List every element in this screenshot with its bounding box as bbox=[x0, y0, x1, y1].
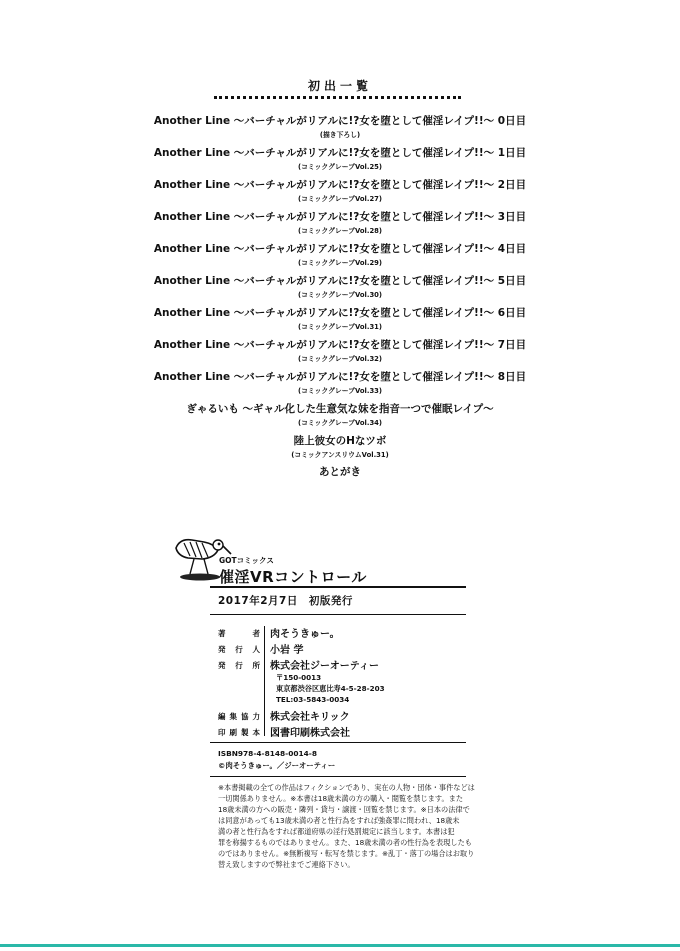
entry-title: Another Line 〜バーチャルがリアルに!?女を堕として催淫レイプ!!〜 4日目 bbox=[153, 243, 527, 255]
label-char: 印 bbox=[218, 728, 226, 737]
divider bbox=[210, 614, 466, 615]
isbn: ISBN978-4-8148-0014-8 bbox=[218, 749, 318, 758]
postal-code: 〒150-0013 bbox=[276, 673, 322, 682]
label-char: 者 bbox=[252, 629, 260, 638]
entry-title: Another Line 〜バーチャルがリアルに!?女を堕として催淫レイプ!!〜 8日目 bbox=[153, 371, 527, 383]
notice-line: ※本書掲載の全ての作品はフィクションであり、実在の人物・団体・事件などは bbox=[218, 783, 475, 792]
entry-source: (コミックグレープVol.31) bbox=[297, 323, 383, 331]
label-char: 集 bbox=[229, 712, 237, 721]
dotted-divider bbox=[214, 96, 461, 99]
label-char: 力 bbox=[252, 712, 260, 721]
label-char: 行 bbox=[235, 645, 243, 654]
label-char: 協 bbox=[241, 712, 249, 721]
notice-line: は同意があっても13歳未満の者と性行為をすれば強姦罪に問われ、18歳未 bbox=[218, 816, 460, 825]
notice-line: 一切関係ありません。※本書は18歳未満の方の購入・閲覧を禁じます。また bbox=[218, 794, 464, 803]
label-char: 著 bbox=[218, 629, 226, 638]
bottom-accent-line bbox=[0, 944, 680, 947]
entry-source: (コミックグレープVol.25) bbox=[297, 163, 383, 171]
entry-title: Another Line 〜バーチャルがリアルに!?女を堕として催淫レイプ!!〜 6日目 bbox=[153, 307, 527, 319]
publication-date: 2017年2月7日 初版発行 bbox=[218, 595, 353, 607]
entry-title: Another Line 〜バーチャルがリアルに!?女を堕として催淫レイプ!!〜 3日目 bbox=[153, 211, 527, 223]
first-appearance-title: 初出一覧 bbox=[307, 79, 372, 93]
publisher-person-value: 小岩 学 bbox=[270, 645, 304, 656]
series-label: GOTコミックス bbox=[219, 556, 274, 565]
entry-source: (描き下ろし) bbox=[319, 131, 361, 139]
label-char: 発 bbox=[218, 661, 226, 670]
book-title: 催淫VRコントロール bbox=[219, 568, 367, 586]
phone: TEL:03-5843-0034 bbox=[276, 695, 350, 704]
divider bbox=[210, 742, 466, 743]
vertical-divider bbox=[264, 626, 265, 736]
entry-title: あとがき bbox=[319, 466, 361, 478]
entry-title: 陸上彼女のHなツボ bbox=[293, 435, 387, 447]
entry-title: Another Line 〜バーチャルがリアルに!?女を堕として催淫レイプ!!〜 2日目 bbox=[153, 179, 527, 191]
row-label bbox=[218, 660, 260, 671]
entry-source: (コミックグレープVol.34) bbox=[297, 419, 383, 427]
copyright: ©肉そうきゅー。／ジーオーティー bbox=[218, 761, 336, 770]
entry-source: (コミックアンスリウムVol.31) bbox=[291, 451, 389, 459]
label-char: 編 bbox=[218, 712, 226, 721]
publisher-value: 株式会社ジーオーティー bbox=[270, 661, 379, 672]
author-value: 肉そうきゅー。 bbox=[270, 629, 340, 640]
entry-title: Another Line 〜バーチャルがリアルに!?女を堕として催淫レイプ!!〜 5日目 bbox=[153, 275, 527, 287]
address: 東京都渋谷区恵比寿4-5-28-203 bbox=[276, 684, 385, 693]
row-label bbox=[218, 644, 260, 655]
label-char: 行 bbox=[235, 661, 243, 670]
entry-source: (コミックグレープVol.29) bbox=[297, 259, 383, 267]
entry-source: (コミックグレープVol.33) bbox=[297, 387, 383, 395]
entry-title: Another Line 〜バーチャルがリアルに!?女を堕として催淫レイプ!!〜 0日目 bbox=[153, 115, 527, 127]
row-label bbox=[218, 711, 260, 722]
label-char: 人 bbox=[252, 645, 260, 654]
row-label bbox=[218, 628, 260, 639]
notice-line: 罪を称揚するものではありません。また、18歳未満の者の性行為を表現したも bbox=[218, 838, 472, 847]
divider bbox=[210, 586, 466, 588]
label-char: 刷 bbox=[229, 728, 237, 737]
entry-title: Another Line 〜バーチャルがリアルに!?女を堕として催淫レイプ!!〜 1日目 bbox=[153, 147, 527, 159]
entry-source: (コミックグレープVol.28) bbox=[297, 227, 383, 235]
label-char: 本 bbox=[252, 728, 260, 737]
notice-line: のではありません。※無断複写・転写を禁じます。※乱丁・落丁の場合はお取り bbox=[218, 849, 475, 858]
label-char: 所 bbox=[252, 661, 260, 670]
row-label bbox=[218, 727, 260, 738]
entry-source: (コミックグレープVol.30) bbox=[297, 291, 383, 299]
notice-line: 満の者と性行為をすれば都道府県の淫行処罰規定に該当します。本書は犯 bbox=[218, 827, 455, 836]
label-char: 発 bbox=[218, 645, 226, 654]
notice-line: 18歳未満の方への販売・隣列・貸与・譲渡・回覧を禁じます。※日本の法律で bbox=[218, 805, 470, 814]
label-char: 製 bbox=[241, 728, 249, 737]
entry-source: (コミックグレープVol.27) bbox=[297, 195, 383, 203]
notice-line: 替え致しますので弊社までご連絡下さい。 bbox=[218, 860, 355, 869]
editorial-value: 株式会社キリック bbox=[270, 712, 350, 723]
divider bbox=[210, 776, 466, 777]
entry-title: ぎゃるいも 〜ギャル化した生意気な妹を指音一つで催眠レイプ〜 bbox=[186, 403, 494, 415]
entry-source: (コミックグレープVol.32) bbox=[297, 355, 383, 363]
printer-value: 図書印刷株式会社 bbox=[270, 728, 350, 739]
entry-title: Another Line 〜バーチャルがリアルに!?女を堕として催淫レイプ!!〜 7日目 bbox=[153, 339, 527, 351]
